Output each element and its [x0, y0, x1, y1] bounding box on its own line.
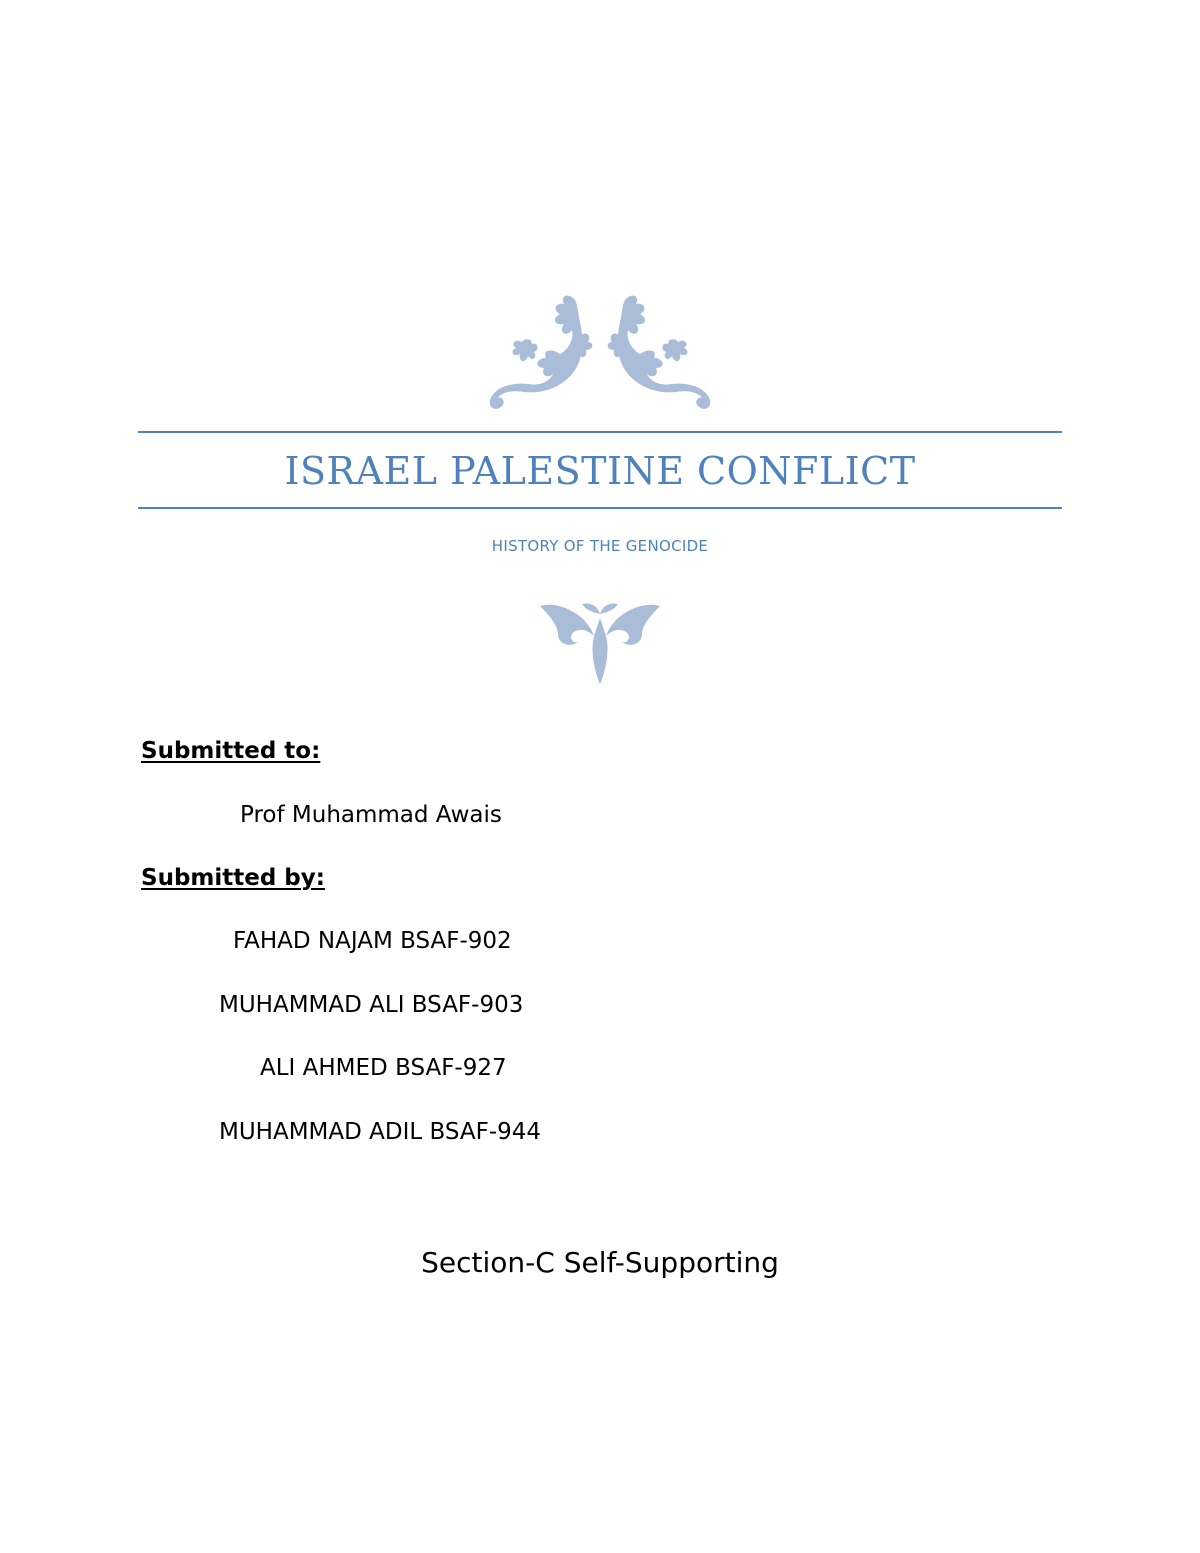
supervisor-name: Prof Muhammad Awais — [240, 802, 502, 828]
document-subtitle: HISTORY OF THE GENOCIDE — [491, 537, 709, 555]
section-label: Section-C Self-Supporting — [421, 1246, 779, 1279]
member-item: MUHAMMAD ALI BSAF-903 — [219, 992, 524, 1018]
floral-scroll-ornament-icon — [480, 288, 720, 413]
title-top-rule — [138, 431, 1062, 433]
member-item: MUHAMMAD ADIL BSAF-944 — [219, 1119, 542, 1145]
submitted-by-label: Submitted by: — [141, 865, 325, 891]
member-item: ALI AHMED BSAF-927 — [260, 1055, 507, 1081]
leaf-flourish-icon — [536, 600, 664, 684]
document-title: ISRAEL PALESTINE CONFLICT — [284, 449, 916, 493]
submitted-to-label: Submitted to: — [141, 738, 321, 764]
title-bottom-rule — [138, 507, 1062, 509]
member-item: FAHAD NAJAM BSAF-902 — [233, 928, 512, 954]
